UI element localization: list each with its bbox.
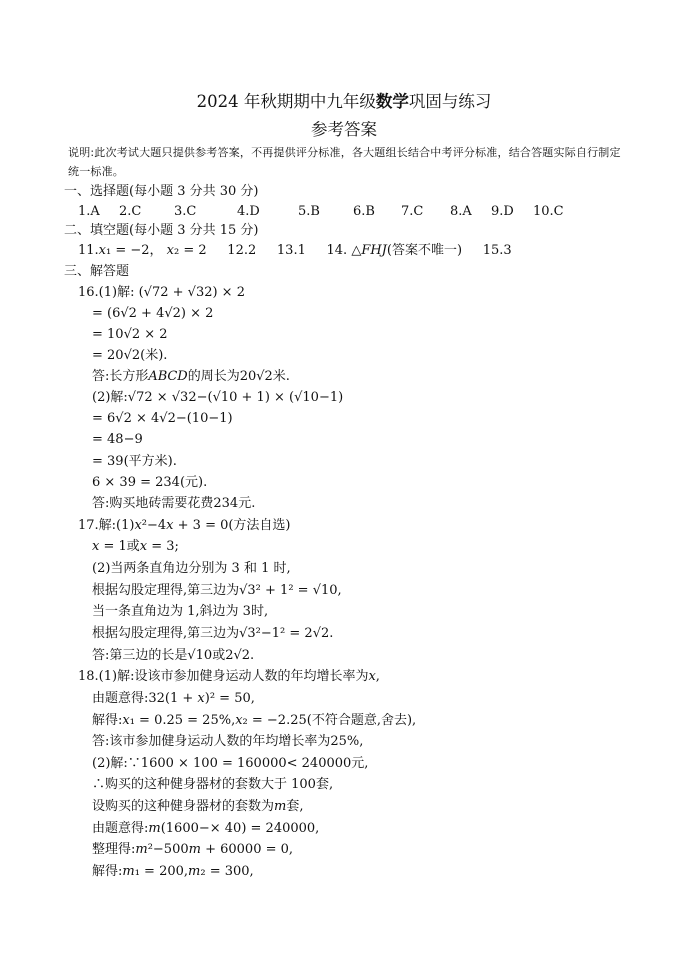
solution-line: = 20√2(米). <box>92 348 168 363</box>
instruction-note: 说明:此次考试大题只提供参考答案，不再提供评分标准，各大题组长结合中考评分标准，结合答题实际自行制定统一标准。 <box>68 146 621 178</box>
solution-line: = (6√2 + 4√2) × 2 <box>92 306 214 321</box>
solution-line: 设购买的这种健身器材的套数为𝑚套, <box>92 799 304 814</box>
section-heading-solutions: 三、解答题 <box>64 264 130 279</box>
fill-answers-line: 11.𝑥₁ = −2， 𝑥₂ = 2 12.2 13.1 14. △𝐹𝐻𝐽(答案不唯一) 15.3 <box>78 243 512 258</box>
solution-line: (2)解:∵1600 × 100 = 160000< 240000元, <box>92 756 369 771</box>
choice-answer: 2.C <box>119 204 142 219</box>
choice-answer: 8.A <box>450 204 472 219</box>
solution-line: 由题意得:𝑚(1600−× 40) = 240000, <box>92 821 320 836</box>
solution-line: 6 × 39 = 234(元). <box>92 475 208 490</box>
solution-line: = 39(平方米). <box>92 454 177 469</box>
choice-answer: 7.C <box>401 204 424 219</box>
solution-line: (2)解:√72 × √32−(√10 + 1) × (√10−1) <box>92 390 344 405</box>
solution-line: 根据勾股定理得,第三边为√3²−1² = 2√2. <box>92 626 334 641</box>
solution-line: 答:长方形𝐴𝐵𝐶𝐷的周长为20√2米. <box>92 369 290 384</box>
solution-line: 由题意得:32(1 + 𝑥)² = 50, <box>92 691 255 706</box>
solution-line: ∴购买的这种健身器材的套数大于 100套, <box>92 777 334 792</box>
solution-line: 解得:𝑚₁ = 200,𝑚₂ = 300, <box>92 864 254 879</box>
solution-line: = 10√2 × 2 <box>92 327 168 342</box>
choice-answer: 4.D <box>237 204 260 219</box>
solution-line: 16.(1)解: (√72 + √32) × 2 <box>78 285 245 300</box>
solution-line: 根据勾股定理得,第三边为√3² + 1² = √10, <box>92 583 342 598</box>
solution-line: 当一条直角边为 1,斜边为 3时, <box>92 604 269 619</box>
solution-line: = 6√2 × 4√2−(10−1) <box>92 411 233 426</box>
solution-line: 18.(1)解:设该市参加健身运动人数的年均增长率为𝑥, <box>78 669 380 684</box>
choice-answer: 1.A <box>78 204 100 219</box>
title-subject: 数学 <box>375 92 409 111</box>
solution-line: 答:购买地砖需要花费234元. <box>92 496 256 511</box>
solution-line: (2)当两条直角边分别为 3 和 1 时, <box>92 561 291 576</box>
choice-answer: 6.B <box>353 204 375 219</box>
solution-line: 𝑥 = 1或𝑥 = 3; <box>92 539 179 554</box>
solution-line: 整理得:𝑚²−500𝑚 + 60000 = 0, <box>92 842 294 857</box>
choice-answer: 5.B <box>298 204 320 219</box>
solution-line: 答:该市参加健身运动人数的年均增长率为25%, <box>92 734 364 749</box>
title-prefix: 2024 年秋期期中九年级 <box>196 92 376 111</box>
document-subtitle: 参考答案 <box>311 120 377 139</box>
solution-line: 解得:𝑥₁ = 0.25 = 25%,𝑥₂ = −2.25(不符合题意,舍去), <box>92 713 417 728</box>
document-title <box>0 92 688 112</box>
title-suffix: 巩固与练习 <box>408 92 492 111</box>
section-heading-fill: 二、填空题(每小题 3 分共 15 分) <box>64 223 259 238</box>
solution-line: = 48−9 <box>92 432 143 447</box>
choice-answer: 10.C <box>533 204 564 219</box>
section-heading-choice: 一、选择题(每小题 3 分共 30 分) <box>64 184 259 199</box>
choice-answer: 3.C <box>174 204 197 219</box>
solution-line: 答:第三边的长是√10或2√2. <box>92 648 255 663</box>
choice-answer: 9.D <box>491 204 514 219</box>
solution-line: 17.解:(1)𝑥²−4𝑥 + 3 = 0(方法自选) <box>78 518 291 533</box>
